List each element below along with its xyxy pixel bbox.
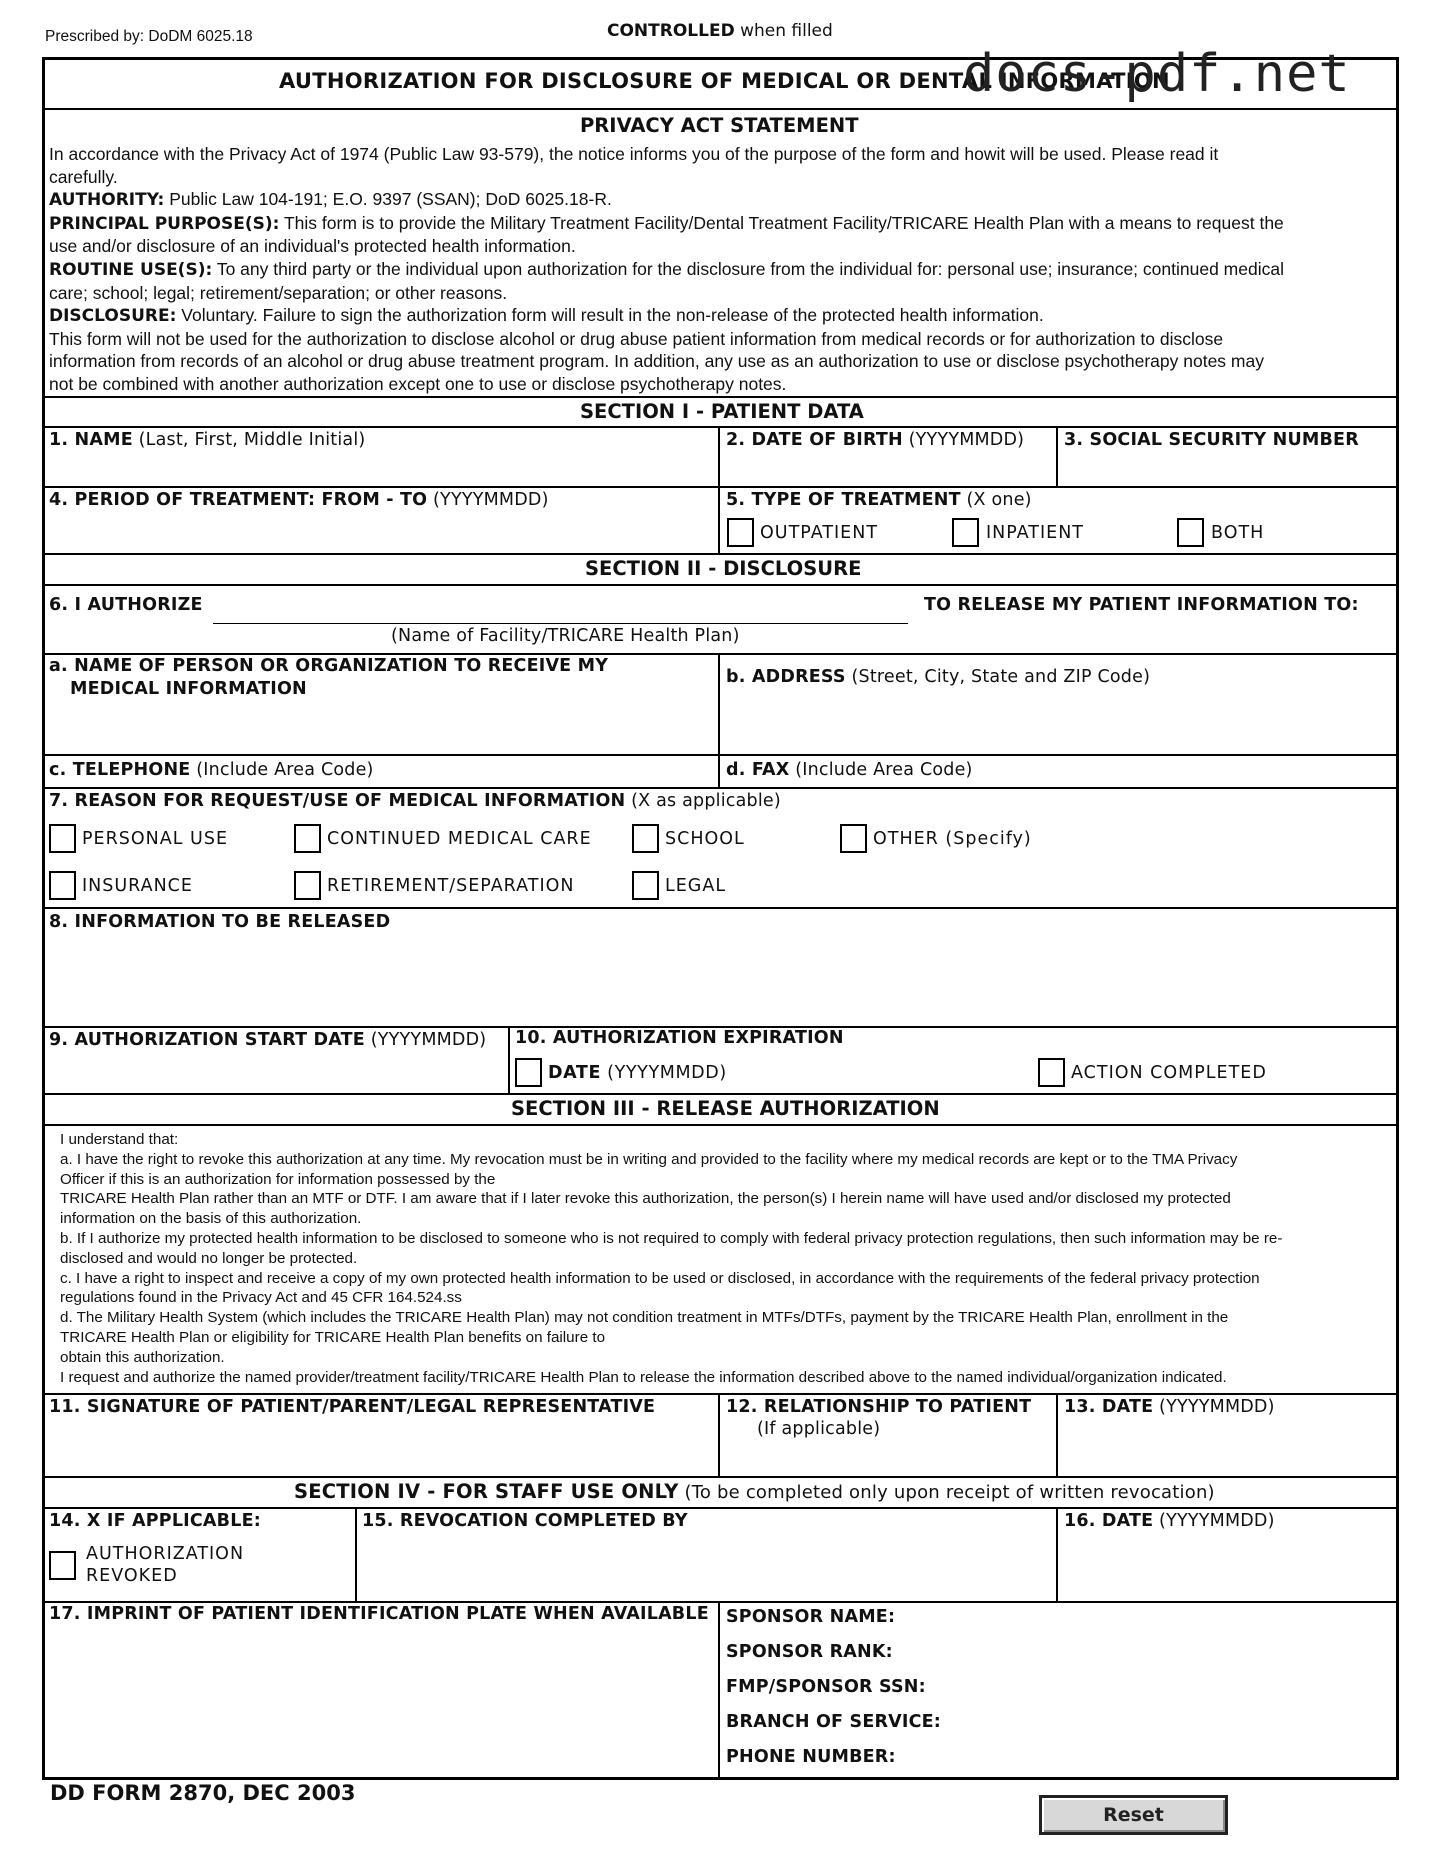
- ssn-label: 3. SOCIAL SECURITY NUMBER: [1064, 430, 1359, 450]
- controlled-label: CONTROLLED: [607, 21, 735, 41]
- divider: [42, 1093, 1399, 1095]
- divider: [42, 553, 1399, 555]
- divider: [42, 1393, 1399, 1395]
- x-applicable-label: 14. X IF APPLICABLE:: [49, 1511, 261, 1531]
- action-completed-checkbox[interactable]: [1038, 1058, 1065, 1087]
- inpatient-label: INPATIENT: [986, 523, 1084, 543]
- divider: [42, 787, 1399, 789]
- authorize-label: 6. I AUTHORIZE: [49, 595, 203, 615]
- divider: [42, 1476, 1399, 1478]
- dob-label: 2. DATE OF BIRTH: [726, 430, 903, 450]
- authorization-revoked-label-2: REVOKED: [86, 1566, 178, 1586]
- watermark: docs-pdf.net: [963, 44, 1351, 104]
- revocation-date-field[interactable]: [1064, 1511, 1275, 1531]
- terms-line: disclosed and would no longer be protected.: [60, 1249, 358, 1267]
- personal-use-label: PERSONAL USE: [82, 829, 229, 849]
- expiration-label: 10. AUTHORIZATION EXPIRATION: [515, 1028, 844, 1048]
- reason-title: 7. REASON FOR REQUEST/USE OF MEDICAL INFORMATION: [49, 791, 626, 811]
- release-to-label: TO RELEASE MY PATIENT INFORMATION TO:: [924, 595, 1359, 615]
- treatment-type-title: 5. TYPE OF TREATMENT: [726, 490, 961, 510]
- privacy-note-1: This form will not be used for the authorization to disclose alcohol or drug abuse patient information from medical records or for authorization to disclose: [49, 328, 1224, 349]
- treatment-type-label: [726, 490, 1032, 510]
- signature-field[interactable]: [49, 1397, 655, 1417]
- retirement-label: RETIREMENT/SEPARATION: [327, 876, 575, 896]
- revocation-by-field[interactable]: [362, 1511, 688, 1531]
- sign-date-field[interactable]: [1064, 1397, 1275, 1417]
- prescribed-by: Prescribed by: DoDM 6025.18: [45, 28, 253, 45]
- divider: [42, 754, 1399, 756]
- school-label: SCHOOL: [665, 829, 745, 849]
- terms-line: regulations found in the Privacy Act and 45 CFR 164.524.ss: [60, 1289, 462, 1307]
- treatment-type-hint: (X one): [960, 490, 1032, 510]
- routine-label: ROUTINE USE(S):: [49, 259, 213, 280]
- terms-line: Officer if this is an authorization for information possessed by the: [60, 1170, 496, 1188]
- divider: [1056, 1507, 1058, 1602]
- divider: [42, 907, 1399, 909]
- continued-care-checkbox[interactable]: [294, 824, 321, 853]
- purpose-label: PRINCIPAL PURPOSE(S):: [49, 213, 280, 234]
- authority-text: Public Law 104-191; E.O. 9397 (SSAN); DoD 6025.18-R.: [164, 189, 612, 210]
- divider: [1056, 1393, 1058, 1477]
- privacy-intro-2: carefully.: [49, 166, 118, 187]
- divider: [42, 1124, 1399, 1126]
- start-date-hint: (YYYYMMDD): [364, 1030, 487, 1050]
- name-field[interactable]: [49, 430, 365, 450]
- branch-label: BRANCH OF SERVICE:: [726, 1712, 941, 1732]
- divider: [508, 1026, 510, 1094]
- period-label: 4. PERIOD OF TREATMENT: FROM - TO: [49, 490, 428, 510]
- both-checkbox[interactable]: [1177, 518, 1204, 547]
- other-checkbox[interactable]: [840, 824, 867, 853]
- authorization-revoked-label-1: AUTHORIZATION: [86, 1544, 245, 1564]
- reason-hint: (X as applicable): [625, 791, 781, 811]
- privacy-authority: [49, 188, 1284, 212]
- privacy-intro-1: In accordance with the Privacy Act of 1974 (Public Law 93-579), the notice informs you of the purpose of the form and howit will be used. Please read it: [49, 144, 1219, 164]
- recipient-name-field[interactable]: [49, 656, 608, 676]
- divider: [718, 1393, 720, 1477]
- sign-date-hint: (YYYYMMDD): [1153, 1397, 1275, 1417]
- dob-hint: (YYYYMMDD): [902, 430, 1025, 450]
- name-hint: (Last, First, Middle Initial): [132, 430, 366, 450]
- expiration-date-title: DATE: [548, 1063, 602, 1083]
- revocation-date-hint: (YYYYMMDD): [1153, 1511, 1275, 1531]
- reset-button[interactable]: Reset: [1039, 1795, 1228, 1835]
- outpatient-checkbox[interactable]: [727, 518, 754, 547]
- fax-hint: (Include Area Code): [789, 760, 973, 780]
- divider: [42, 108, 1399, 110]
- period-hint: (YYYYMMDD): [427, 490, 549, 510]
- phone-label: PHONE NUMBER:: [726, 1747, 896, 1767]
- sponsor-rank-label: SPONSOR RANK:: [726, 1642, 893, 1662]
- disclosure-text: Voluntary. Failure to sign the authorization form will result in the non-release of the protected health information.: [176, 305, 1044, 326]
- purpose-text-2: use and/or disclosure of an individual's protected health information.: [49, 236, 576, 257]
- start-date-field[interactable]: [49, 1030, 486, 1050]
- divider: [1056, 426, 1058, 486]
- info-released-label: 8. INFORMATION TO BE RELEASED: [49, 912, 391, 932]
- period-field[interactable]: [49, 490, 549, 510]
- divider: [718, 426, 720, 554]
- section2-heading: SECTION II - DISCLOSURE: [585, 557, 862, 580]
- disclosure-label: DISCLOSURE:: [49, 306, 177, 327]
- expiration-date-label: [548, 1063, 727, 1083]
- fmp-ssn-label: FMP/SPONSOR SSN:: [726, 1677, 926, 1697]
- privacy-purpose: [49, 212, 1284, 236]
- divider: [42, 1601, 1399, 1603]
- authorization-revoked-checkbox[interactable]: [49, 1551, 76, 1580]
- terms-line: I understand that:: [60, 1131, 179, 1148]
- other-label: OTHER (Specify): [873, 829, 1032, 849]
- recipient-label-1: a. NAME OF PERSON OR ORGANIZATION TO RECEIVE MY: [49, 656, 609, 676]
- privacy-heading: PRIVACY ACT STATEMENT: [580, 114, 859, 137]
- recipient-label-2: MEDICAL INFORMATION: [70, 679, 307, 699]
- signature-label: 11. SIGNATURE OF PATIENT/PARENT/LEGAL REPRESENTATIVE: [49, 1397, 656, 1417]
- relationship-hint: (If applicable): [757, 1419, 881, 1439]
- name-label: 1. NAME: [49, 430, 133, 450]
- form-title: AUTHORIZATION FOR DISCLOSURE OF MEDICAL OR DENTAL INFORMATION: [279, 69, 1170, 93]
- divider: [355, 1507, 357, 1602]
- personal-use-checkbox[interactable]: [49, 824, 76, 853]
- fax-label: d. FAX: [726, 760, 790, 780]
- divider: [42, 584, 1399, 586]
- terms-line: a. I have the right to revoke this authorization at any time. My revocation must be in writing and provided to the facility where my medical records are kept or to the TMA Privacy: [60, 1150, 1238, 1168]
- divider: [42, 396, 1399, 398]
- school-checkbox[interactable]: [632, 824, 659, 853]
- divider: [718, 653, 720, 788]
- expiration-date-checkbox[interactable]: [515, 1058, 542, 1087]
- release-terms: [60, 1130, 1282, 1387]
- divider: [42, 426, 1399, 428]
- insurance-label: INSURANCE: [82, 876, 193, 896]
- retirement-checkbox[interactable]: [294, 871, 321, 900]
- section4-title: SECTION IV - FOR STAFF USE ONLY: [294, 1480, 679, 1503]
- start-date-label: 9. AUTHORIZATION START DATE: [49, 1030, 365, 1050]
- outpatient-label: OUTPATIENT: [760, 523, 879, 543]
- info-released-field[interactable]: [49, 912, 390, 932]
- terms-line: c. I have a right to inspect and receive a copy of my own protected health information to be used or disclosed, in accordance with the requirements of the federal privacy protection: [60, 1269, 1260, 1287]
- privacy-statement: [49, 143, 1284, 396]
- inpatient-checkbox[interactable]: [952, 518, 979, 547]
- telephone-field[interactable]: [49, 760, 374, 780]
- purpose-text-1: This form is to provide the Military Treatment Facility/Dental Treatment Facility/TRICARE Health Plan with a means to request the: [279, 212, 1284, 233]
- revocation-date-label: 16. DATE: [1064, 1511, 1154, 1531]
- address-field[interactable]: [726, 667, 1150, 687]
- terms-line: d. The Military Health System (which includes the TRICARE Health Plan) may not condition treatment in MTFs/DTFs, payment by the TRICARE Health Plan, enrollment in the: [60, 1309, 1229, 1327]
- controlled-rest: when filled: [734, 21, 833, 41]
- fax-field[interactable]: [726, 760, 973, 780]
- terms-line: I request and authorize the named provider/treatment facility/TRICARE Health Plan to release the information described above to the named individual/organization indicated.: [60, 1368, 1227, 1386]
- sign-date-label: 13. DATE: [1064, 1397, 1154, 1417]
- insurance-checkbox[interactable]: [49, 871, 76, 900]
- legal-label: LEGAL: [665, 876, 727, 896]
- section1-heading: SECTION I - PATIENT DATA: [580, 400, 864, 423]
- terms-line: b. If I authorize my protected health information to be disclosed to someone who is not required to comply with federal privacy protection regulations, then such information may be re-: [60, 1229, 1283, 1247]
- revocation-by-label: 15. REVOCATION COMPLETED BY: [362, 1511, 688, 1531]
- divider: [42, 1507, 1399, 1509]
- privacy-note-2: information from records of an alcohol or drug abuse treatment program. In addition, any use as an authorization to use or disclose psychotherapy notes may: [49, 351, 1264, 372]
- routine-text-2: care; school; legal; retirement/separation; or other reasons.: [49, 282, 508, 303]
- divider: [42, 653, 1399, 655]
- relationship-label: 12. RELATIONSHIP TO PATIENT: [726, 1397, 1032, 1417]
- expiration-date-hint: (YYYYMMDD): [601, 1063, 727, 1083]
- both-label: BOTH: [1211, 523, 1265, 543]
- sponsor-name-label: SPONSOR NAME:: [726, 1607, 896, 1627]
- divider: [42, 486, 1399, 488]
- privacy-routine: [49, 258, 1284, 282]
- ssn-field[interactable]: [1064, 430, 1359, 450]
- relationship-field[interactable]: [726, 1397, 1031, 1417]
- continued-care-label: CONTINUED MEDICAL CARE: [327, 829, 592, 849]
- reason-label: [49, 791, 781, 811]
- terms-line: TRICARE Health Plan rather than an MTF or DTF. I am aware that if I later revoke this authorization, the person(s) I herein name will have used and/or disclosed my protected: [60, 1190, 1231, 1208]
- facility-name-line[interactable]: [213, 623, 908, 624]
- address-label: b. ADDRESS: [726, 667, 846, 687]
- terms-line: information on the basis of this authorization.: [60, 1210, 362, 1228]
- privacy-disclosure: [49, 304, 1284, 328]
- legal-checkbox[interactable]: [632, 871, 659, 900]
- controlled-notice: [607, 21, 833, 41]
- telephone-hint: (Include Area Code): [190, 760, 374, 780]
- routine-text-1: To any third party or the individual upon authorization for the disclosure from the individual for: personal use; insurance; continued medical: [212, 258, 1284, 279]
- imprint-label: 17. IMPRINT OF PATIENT IDENTIFICATION PLATE WHEN AVAILABLE: [49, 1604, 709, 1624]
- section4-hint: (To be completed only upon receipt of written revocation): [678, 1482, 1215, 1503]
- telephone-label: c. TELEPHONE: [49, 760, 191, 780]
- form-id: DD FORM 2870, DEC 2003: [50, 1781, 356, 1805]
- dob-field[interactable]: [726, 430, 1024, 450]
- privacy-note-3: not be combined with another authorization except one to use or disclose psychotherapy notes.: [49, 373, 787, 394]
- terms-line: obtain this authorization.: [60, 1348, 225, 1366]
- section4-heading: [294, 1480, 1215, 1503]
- divider: [718, 1601, 720, 1780]
- action-completed-label: ACTION COMPLETED: [1071, 1063, 1267, 1083]
- address-hint: (Street, City, State and ZIP Code): [845, 667, 1151, 687]
- imprint-field[interactable]: [49, 1604, 709, 1624]
- section3-heading: SECTION III - RELEASE AUTHORIZATION: [511, 1097, 940, 1120]
- terms-line: TRICARE Health Plan or eligibility for TRICARE Health Plan benefits on failure to: [60, 1328, 606, 1346]
- facility-caption: (Name of Facility/TRICARE Health Plan): [391, 626, 740, 646]
- authority-label: AUTHORITY:: [49, 190, 165, 211]
